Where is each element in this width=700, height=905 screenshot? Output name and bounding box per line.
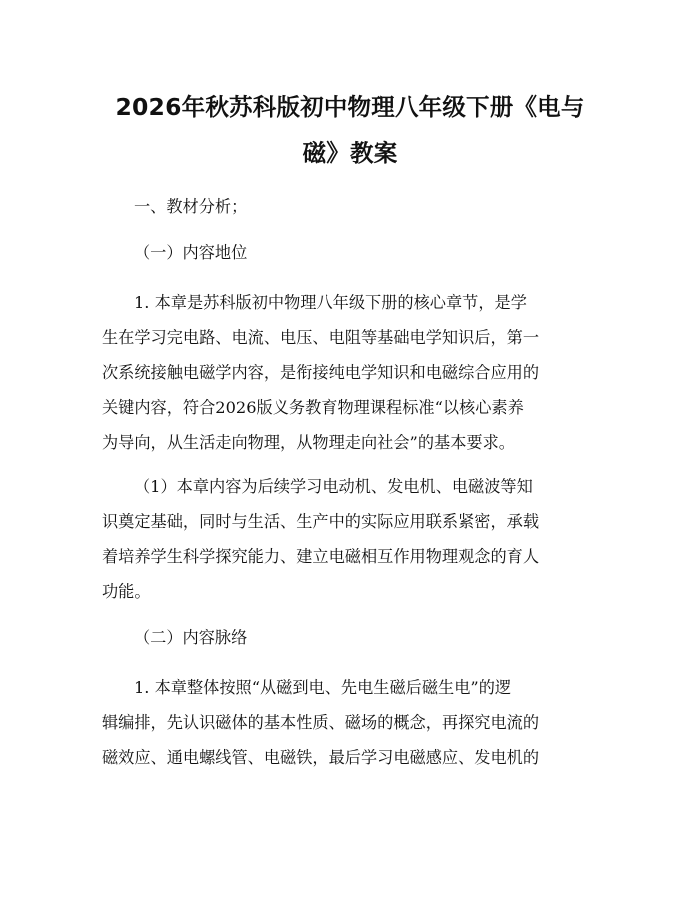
paragraph (102, 285, 600, 460)
subsection-heading (102, 620, 632, 655)
paragraph-line: 1. 本章整体按照“从磁到电、先电生磁后磁生电”的逻 (134, 678, 512, 697)
title-line: 2026年秋苏科版初中物理八年级下册《电与 (115, 93, 585, 121)
subsection-heading-text: （一）内容地位 (134, 243, 248, 262)
paragraph-line: 辑编排，先认识磁体的基本性质、磁场的概念，再探究电流的 (102, 713, 540, 732)
section-heading-text: 一、教材分析； (134, 197, 248, 216)
paragraph-line: 识奠定基础，同时与生活、生产中的实际应用联系紧密，承载 (102, 512, 540, 531)
section-heading (102, 189, 632, 224)
paragraph (102, 469, 600, 609)
paragraph-line: （1）本章内容为后续学习电动机、发电机、电磁波等知 (134, 477, 533, 496)
subsection-heading (102, 235, 632, 270)
paragraph-line: 生在学习完电路、电流、电压、电阻等基础电学知识后，第一 (102, 328, 540, 347)
paragraph-line: 次系统接触电磁学内容，是衔接纯电学知识和电磁综合应用的 (102, 363, 540, 382)
paragraph-line: 1. 本章是苏科版初中物理八年级下册的核心章节，是学 (134, 293, 527, 312)
title-line: 磁》教案 (302, 139, 398, 167)
paragraph (102, 670, 600, 775)
paragraph-line: 为导向，从生活走向物理，从物理走向社会”的基本要求。 (102, 433, 515, 452)
paragraph-line: 功能。 (102, 582, 151, 601)
document-title (96, 84, 604, 176)
paragraph-line: 磁效应、通电螺线管、电磁铁，最后学习电磁感应、发电机的 (102, 748, 540, 767)
paragraph-line: 关键内容，符合2026版义务教育物理课程标准“以核心素养 (102, 398, 524, 417)
paragraph-line: 着培养学生科学探究能力、建立电磁相互作用物理观念的育人 (102, 547, 540, 566)
subsection-heading-text: （二）内容脉络 (134, 628, 248, 647)
